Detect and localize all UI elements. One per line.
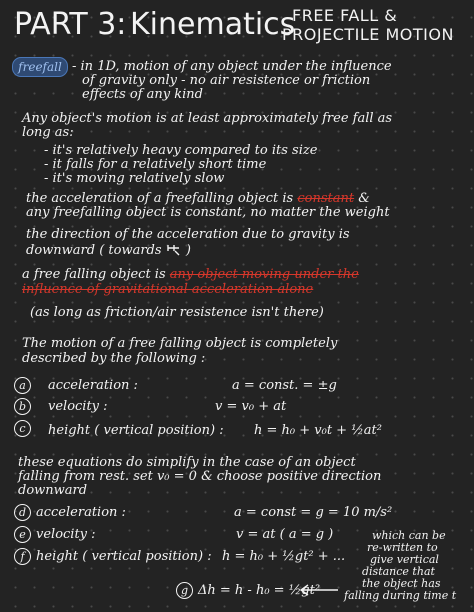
circle-label-e: e (14, 526, 31, 543)
freefall-term-badge: freefall (12, 57, 68, 77)
direction-line1: the direction of the acceleration due to gravity is (26, 227, 350, 242)
bullet-3: - it's moving relatively slow (44, 171, 225, 186)
bullet-1: - it's relatively heavy compared to its size (44, 143, 318, 158)
simplify-line1: these equations do simplify in the case of an object (18, 455, 356, 470)
side-note-6: falling during time t (344, 589, 457, 602)
circle-label-b: b (14, 398, 31, 415)
eq1-a-formula: a = const. = ±g (232, 378, 337, 393)
bullet-2: - it falls for a relatively short time (44, 157, 267, 172)
accel-line1-text: the acceleration of a freefalling object is (26, 191, 294, 206)
eq2-d-label: acceleration : (36, 505, 126, 520)
circle-label-c: c (14, 420, 31, 437)
ffo-red2: influence of gravitational acceleration alone (22, 282, 314, 297)
ffo-note: (as long as friction/air resistence isn't there) (30, 305, 324, 320)
eq1-b-label: velocity : (48, 399, 108, 414)
accel-line2: any freefalling object is constant, no matter the weight (26, 205, 390, 220)
side-note-4: distance that (362, 565, 435, 578)
ffo-lead: a free falling object is (22, 267, 166, 282)
eq2-f-label: height ( vertical position) : (36, 549, 212, 564)
direction-line2-end: ) (185, 243, 191, 258)
topic-title: Kinematics (130, 7, 296, 42)
side-note-2: re-written to (367, 541, 438, 554)
eq1-a-label: acceleration : (48, 378, 138, 393)
eq1-b-formula: v = v₀ + at (215, 399, 287, 414)
circle-label-d: d (14, 504, 31, 521)
ffo-red1: any object moving under the (169, 267, 359, 282)
subtitle-line2: PROJECTILE MOTION (282, 25, 454, 44)
approx-line2: long as: (22, 125, 74, 140)
eq2-f-formula: h = h₀ + ½gt² + ... (222, 549, 346, 564)
described-line2: described by the following : (22, 351, 206, 366)
simplify-line3: downward (18, 483, 88, 498)
circle-label-a: a (14, 377, 31, 394)
approx-line1: Any object's motion is at least approximately free fall as (22, 111, 393, 126)
eq1-c-formula: h = h₀ + v₀t + ½at² (254, 423, 382, 438)
def-line1: - in 1D, motion of any object under the influence (72, 59, 392, 74)
circle-label-g: g (176, 582, 193, 599)
def-line3: effects of any kind (82, 87, 204, 102)
eq2-e-formula: v = at ( a = g ) (236, 527, 334, 542)
side-note-3: give vertical (370, 553, 439, 566)
eq2-d-formula: a = const = g = 10 m/s² (234, 505, 393, 520)
direction-line2-text: downward ( towards (26, 243, 162, 258)
direction-line2 (26, 242, 191, 257)
eq2-g-formula: Δh = h - h₀ = ½gt² (198, 583, 321, 598)
described-line1: The motion of a free falling object is completely (22, 336, 338, 351)
ffo-line1 (22, 268, 359, 281)
eq2-e-label: velocity : (36, 527, 96, 542)
side-note-5: the object has (362, 577, 441, 590)
eq1-c-label: height ( vertical position) : (48, 423, 224, 438)
accel-amp: & (358, 191, 370, 206)
earth-symbol-icon (166, 242, 182, 256)
side-note-1: which can be (372, 529, 446, 542)
subtitle-line1: FREE FALL & (292, 6, 398, 25)
part-label: PART 3: (14, 7, 127, 42)
circle-label-f: f (14, 548, 31, 565)
accel-line1 (26, 192, 370, 205)
constant-red-word: constant (297, 191, 355, 206)
def-line2: of gravity only - no air resistence or friction (82, 73, 371, 88)
arrow-left-icon (298, 583, 340, 597)
simplify-line2: falling from rest. set v₀ = 0 & choose positive direction (18, 469, 382, 484)
